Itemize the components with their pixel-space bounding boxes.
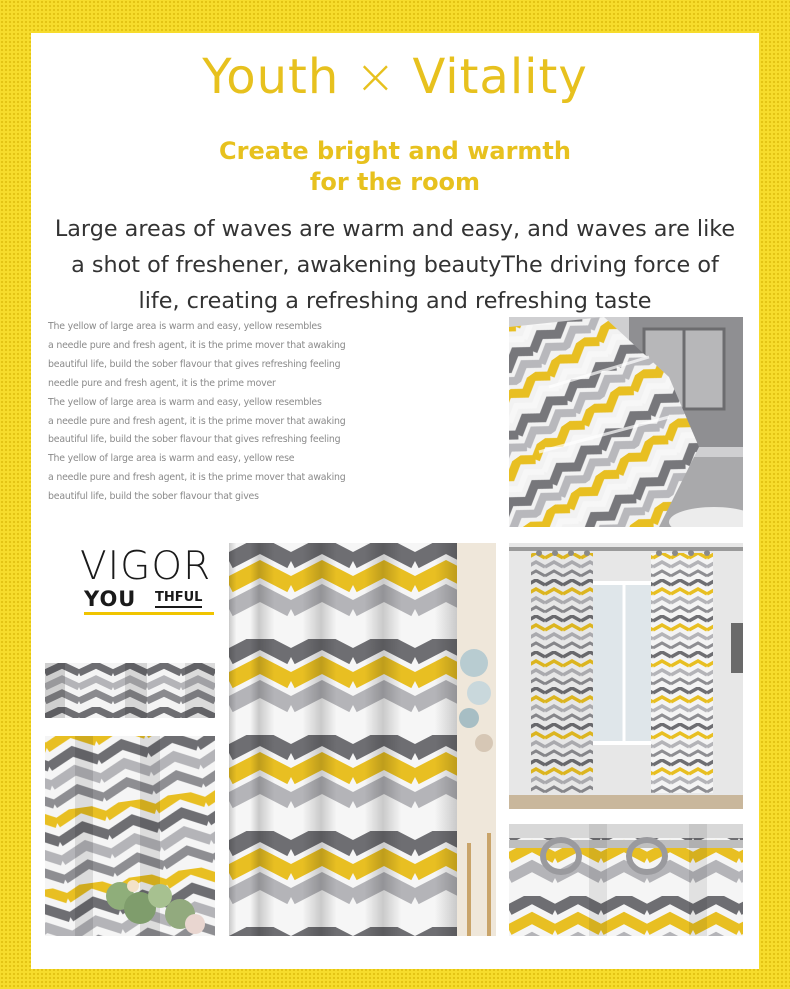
subtitle-line-2: for the room xyxy=(309,168,481,196)
logo-underline xyxy=(84,612,214,615)
description-line: The yellow of large area is warm and easy, yellow rese xyxy=(48,453,295,465)
folded-fabric-photo xyxy=(509,317,743,527)
subtitle-line-1: Create bright and warmth xyxy=(219,137,571,165)
description-line: a needle pure and fresh agent, it is the prime mover that awaking xyxy=(48,472,346,484)
logo-you: YOU xyxy=(84,587,137,611)
window-curtains-photo xyxy=(509,543,743,809)
description-line: The yellow of large area is warm and easy, yellow resembles xyxy=(48,321,322,332)
description-line: needle pure and fresh agent, it is the prime mover xyxy=(48,377,276,389)
description-line: beautiful life, build the sober flavour that gives xyxy=(48,491,259,503)
description-line: beautiful life, build the sober flavour that gives refreshing feeling xyxy=(48,434,341,446)
description-line: The yellow of large area is warm and easy, yellow resembles xyxy=(48,396,322,408)
description-line: a needle pure and fresh agent, it is the prime mover that awaking xyxy=(48,339,346,351)
hanging-curtain-photo xyxy=(229,543,496,936)
vigor-youthful-logo xyxy=(80,544,230,614)
fabric-strip-photo xyxy=(45,663,215,718)
grommet-detail-photo xyxy=(509,824,743,936)
page-title: Youth × Vitality xyxy=(202,49,588,105)
subtitle xyxy=(0,136,790,198)
description-text xyxy=(48,318,378,507)
lead-paragraph: Large areas of waves are warm and easy, and waves are like a shot of freshener, awakening beautyThe driving force of life, creating a refreshing and refreshing taste xyxy=(54,216,736,314)
description-line: a needle pure and fresh agent, it is the prime mover that awaking xyxy=(48,415,346,427)
logo-vigor: VIGOR xyxy=(80,544,212,589)
logo-thful: THFUL xyxy=(155,591,202,608)
curtain-flowers-photo xyxy=(45,736,215,936)
description-line: beautiful life, build the sober flavour that gives refreshing feeling xyxy=(48,358,341,370)
